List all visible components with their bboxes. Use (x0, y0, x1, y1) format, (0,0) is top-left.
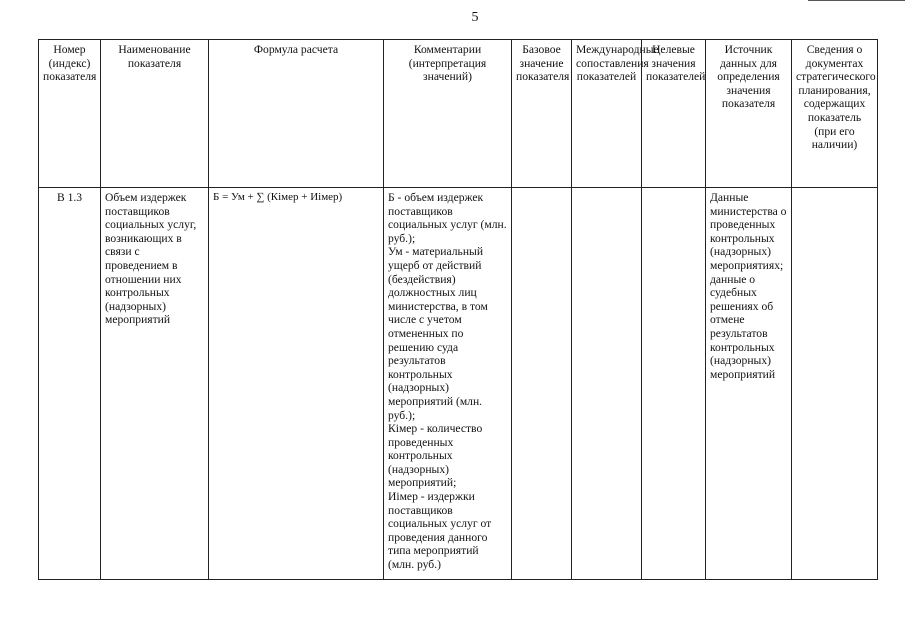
header-formula: Формула расчета (209, 40, 384, 188)
table-row (39, 188, 878, 580)
cell-formula: Б = Ум + ∑ (Кiмер + Иiмер) (209, 188, 384, 580)
cell-base-value (512, 188, 572, 580)
header-index: Номер (индекс) показателя (39, 40, 101, 188)
header-row (39, 40, 878, 188)
comment-line: Иiмер - издержки поставщиков социальных услуг от проведения данного типа мероприятий (млн. руб.) (388, 490, 492, 572)
header-base-value: Базовое значение показателя (512, 40, 572, 188)
comment-line: Б - объем издержек поставщиков социальных услуг (млн. руб.); (388, 191, 507, 245)
page-number: 5 (471, 10, 479, 25)
cell-documents (792, 188, 878, 580)
header-name: Наименование показателя (101, 40, 209, 188)
indicator-table (38, 39, 878, 580)
header-source: Источник данных для определения значения показателя (706, 40, 792, 188)
top-rule (808, 0, 905, 1)
comment-line: Кiмер - количество проведенных контрольных (надзорных) мероприятий; (388, 422, 483, 490)
header-target: Целевые значения показателей (642, 40, 706, 188)
cell-name: Объем издержек поставщиков социальных услуг, возникающих в связи с проведением в отношении них контрольных (надзорных) мероприятий (101, 188, 209, 580)
header-documents: Сведения о документах стратегического планирования, содержащих показатель (при его наличии) (792, 40, 878, 188)
cell-target (642, 188, 706, 580)
comment-line: Ум - материальный ущерб от действий (бездействия) должностных лиц министерства, в том числе с учетом отмененных по решению суда результатов контрольных (надзорных) мероприятий (млн. руб.); (388, 245, 488, 422)
header-international: Международные сопоставления показателей (572, 40, 642, 188)
cell-international (572, 188, 642, 580)
header-comments: Комментарии (интерпретация значений) (384, 40, 512, 188)
cell-source: Данные министерства о проведенных контрольных (надзорных) мероприятиях; данные о судебных решениях об отмене результатов контрольных (надзорных) мероприятий (706, 188, 792, 580)
cell-comments (384, 188, 512, 580)
cell-index: В 1.3 (39, 188, 101, 580)
